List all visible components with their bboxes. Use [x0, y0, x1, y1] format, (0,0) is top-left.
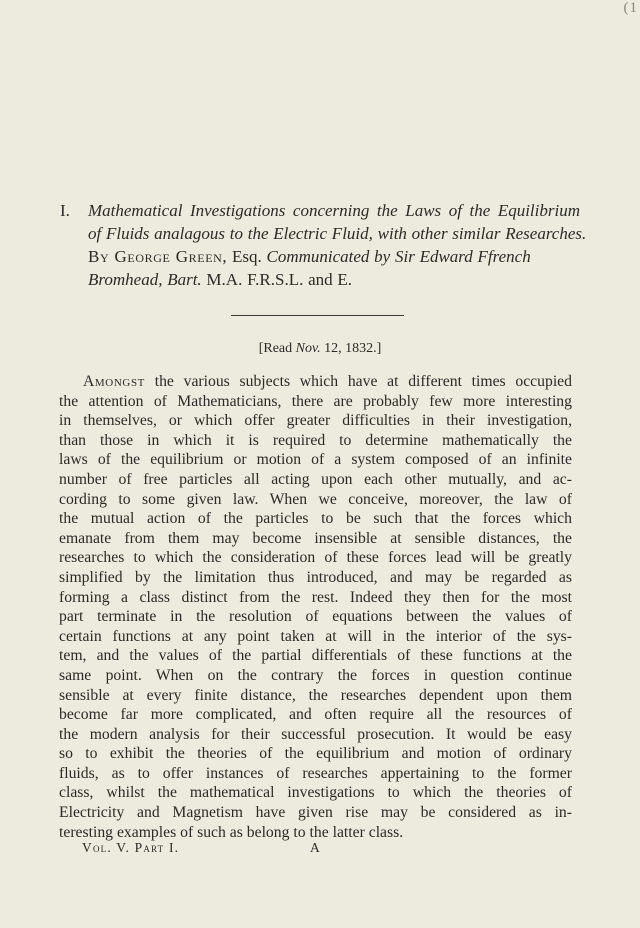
body-line: simplified by the limitation thus introduced, and may be regarded as	[59, 568, 572, 586]
body-line: tem, and the values of the partial differentials of these functions at the	[59, 647, 572, 665]
body-line: Electricity and Magnetism have given rise may be considered as in-	[59, 804, 572, 822]
signature-mark: A	[310, 840, 320, 855]
body-line: fluids, as to offer instances of researches appertaining to the former	[59, 764, 572, 782]
body-line: researches to which the consideration of these forces lead will be greatly	[59, 549, 572, 567]
body-paragraph	[59, 372, 572, 842]
title-divider	[231, 315, 404, 316]
title-line-2	[60, 222, 587, 245]
body-line-text: the various subjects which have at different times occupied	[144, 373, 572, 390]
body-line: than those in which it is required to determine mathematically the	[59, 431, 572, 449]
body-line: the modern analysis for their successful prosecution. It would be easy	[59, 725, 572, 743]
read-date-note	[0, 341, 640, 357]
author-name: By George Green,	[88, 247, 228, 266]
body-line: certain functions at any point taken at will in the interior of the sys-	[59, 627, 572, 645]
title-text-2: of Fluids analagous to the Electric Fluid, with other similar Researches.	[88, 224, 587, 243]
body-line: the mutual action of the particles to be such that the forces which	[59, 510, 572, 528]
body-line: in themselves, or which offer greater difficulties in their investigation,	[59, 412, 572, 430]
communicator-name: Bromhead, Bart.	[88, 270, 202, 289]
body-line: sensible at every finite distance, the researches dependent upon them	[59, 686, 572, 704]
section-number: I.	[60, 201, 70, 220]
title-line-1	[60, 199, 580, 222]
body-line: become far more complicated, and often require all the resources of	[59, 706, 572, 724]
read-note-open: [Read	[258, 341, 293, 356]
title-line-3	[60, 245, 580, 268]
body-line: number of free particles all acting upon each other mutually, and ac-	[59, 470, 572, 488]
body-line: so to exhibit the theories of the equilibrium and motion of ordinary	[59, 745, 572, 763]
communicator-degrees: M.A. F.R.S.L. and E.	[206, 270, 353, 289]
page-footer	[82, 840, 342, 856]
body-line: class, whilst the mathematical investigations to which the theories of	[59, 784, 572, 802]
body-line: part terminate in the resolution of equations between the values of	[59, 608, 572, 626]
body-line: the attention of Mathematicians, there are probably few more interesting	[59, 392, 572, 410]
title-line-4	[60, 268, 580, 291]
body-line: cording to some given law. When we conceive, moreover, the law of	[59, 490, 572, 508]
body-line: same point. When on the contrary the forces in question continue	[59, 666, 572, 684]
page-number-fragment: (1	[623, 0, 638, 16]
body-line: laws of the equilibrium or motion of a system composed of an infinite	[59, 451, 572, 469]
author-suffix: Esq.	[232, 247, 262, 266]
body-line	[59, 372, 572, 392]
communicated-by: Communicated by Sir Edward Ffrench	[266, 247, 531, 266]
read-note-month: Nov.	[295, 341, 321, 356]
drop-word: Amongst	[83, 373, 145, 390]
title-text-1: Mathematical Investigations concerning the Laws of the Equilibrium	[88, 201, 580, 220]
paper-title-block	[60, 199, 587, 291]
body-line: emanate from them may become insensible at sensible distances, the	[59, 529, 572, 547]
body-line: teresting examples of such as belong to the latter class.	[59, 823, 404, 841]
read-note-date: 12, 1832.]	[324, 341, 382, 356]
volume-part-label: Vol. V. Part I.	[82, 840, 180, 855]
body-line: forming a class distinct from the rest. Indeed they then for the most	[59, 588, 572, 606]
